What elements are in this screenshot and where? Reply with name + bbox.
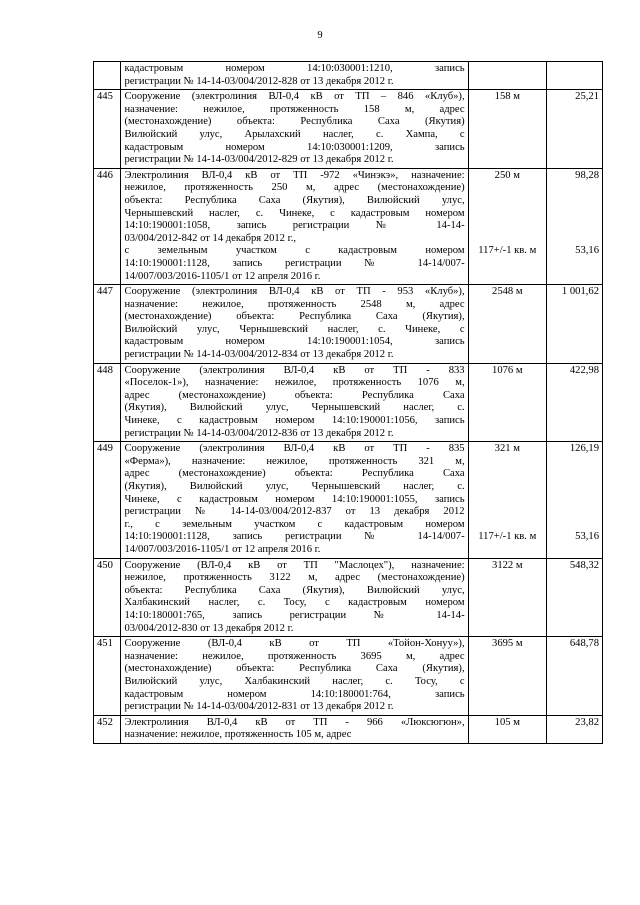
description-line: Сооружение (электролиния ВЛ-0,4 кВ от ТП – 846 «Клуб»), (124, 91, 465, 103)
description-line: нежилое, протяженность 3122 м, адрес (местонахождение) (124, 572, 465, 584)
description-line: с земельным участком с кадастровым номером (124, 245, 465, 257)
row-description (121, 715, 468, 743)
description-line: (местонахождение) объекта: Республика Саха (Якутия), (124, 311, 465, 323)
description-line: Сооружение (электролиния ВЛ-0,4 кВ от ТП - 835 (124, 443, 465, 455)
description-line: Сооружение (ВЛ-0,4 кВ от ТП "Маслоцех"), назначение: (124, 559, 465, 571)
cost-value: 126,19 (569, 443, 599, 455)
row-length: 1076 м (468, 363, 546, 442)
description-line: кадастровым номером 14:10:030001:1209, запись (124, 141, 465, 153)
description-line: объекта: Республика Саха (Якутия), Вилюйский улус, (124, 194, 465, 206)
page-number: 9 (317, 30, 323, 41)
row-description (121, 168, 468, 284)
description-line: кадастровым номером 14:10:030001:1210, запись (124, 63, 465, 74)
description-line: Сооружение (ВЛ-0,4 кВ от ТП «Тойон-Хонуу»), (124, 638, 465, 650)
row-length: 3122 м (468, 558, 546, 637)
row-length: 2548 м (468, 285, 546, 364)
description-line: Электролиния ВЛ-0,4 кВ от ТП - 966 «Люксюгюн», (124, 716, 465, 728)
row-number: 450 (94, 558, 121, 637)
row-number: 451 (94, 637, 121, 716)
length-value: 250 м (494, 169, 520, 181)
table-row (94, 442, 603, 558)
description-line: Чинеке, с кадастровым номером 14:10:190001:1055, запись (124, 493, 465, 505)
land-plot-cost: 53,16 (575, 245, 599, 257)
table-row (94, 558, 603, 637)
description-line: «Ферма»), назначение: нежилое, протяженность 321 м, (124, 455, 465, 467)
description-line: 14:10:180001:765, запись регистрации № 14-14- (124, 609, 465, 621)
description-line: 03/004/2012-830 от 13 декабря 2012 г. (124, 622, 294, 634)
row-cost: 1 001,62 (546, 285, 602, 364)
land-plot-area: 117+/-1 кв. м (478, 245, 537, 257)
description-line: регистрации № 14-14-03/004/2012-836 от 13 декабря 2012 г. (124, 427, 394, 439)
description-line: Халбакинский наслег, с. Тосу, с кадастровым номером (124, 597, 465, 609)
row-description (121, 442, 468, 558)
row-length: 3695 м (468, 637, 546, 716)
row-length (468, 62, 546, 90)
row-cost: 648,78 (546, 637, 602, 716)
description-line: 14:10:190001:1128, запись регистрации № 14-14/007- (124, 257, 465, 269)
description-line: регистрации № 14-14-03/004/2012-834 от 13 декабря 2012 г. (124, 349, 394, 361)
description-line: (местонахождение) объекта: Республика Саха (Якутия), (124, 663, 465, 675)
row-description (121, 62, 468, 90)
description-line: Сооружение (электролиния ВЛ-0,4 кВ от ТП - 953 «Клуб»), (124, 286, 465, 298)
row-cost: 548,32 (546, 558, 602, 637)
description-line: объекта: Республика Саха (Якутия), Вилюйский улус, (124, 584, 465, 596)
description-line: 03/004/2012-842 от 14 декабря 2012 г., (124, 232, 297, 244)
cost-value: 98,28 (575, 169, 599, 181)
row-length: 158 м (468, 90, 546, 169)
table-row (94, 637, 603, 716)
table-row (94, 285, 603, 364)
row-description (121, 637, 468, 716)
row-cost: 25,21 (546, 90, 602, 169)
description-line: регистрации № 14-14-03/004/2012-828 от 13 декабря 2012 г. (124, 75, 394, 87)
description-line: адрес (местонахождение) объекта: Республика Саха (124, 389, 465, 401)
row-description (121, 285, 468, 364)
description-line: регистрации № 14-14-03/004/2012-837 от 13 декабря 2012 (124, 506, 465, 518)
description-line: кадастровым номером 14:10:190001:1054, запись (124, 336, 465, 348)
description-line: регистрации № 14-14-03/004/2012-829 от 13 декабря 2012 г. (124, 154, 394, 166)
row-number: 446 (94, 168, 121, 284)
row-length (468, 442, 546, 558)
description-line: Вилюйский улус, Чернышевский наслег, с. Чинеке, с (124, 323, 465, 335)
row-length (468, 168, 546, 284)
table-row (94, 715, 603, 743)
description-line: Вилюйский улус, Арылахский наслег, с. Хампа, с (124, 128, 465, 140)
row-number: 447 (94, 285, 121, 364)
description-line: 14:10:190001:1058, запись регистрации № 14-14- (124, 220, 465, 232)
row-description (121, 558, 468, 637)
description-line: Чернышевский наслег, с. Чинеке, с кадастровым номером (124, 207, 465, 219)
row-description (121, 363, 468, 442)
row-cost (546, 168, 602, 284)
length-value: 321 м (494, 443, 520, 455)
land-plot-cost: 53,16 (575, 531, 599, 543)
row-number: 448 (94, 363, 121, 442)
land-plot-area: 117+/-1 кв. м (478, 531, 537, 543)
description-line: (Якутия), Вилюйский улус, Чернышевский наслег, с. (124, 481, 465, 492)
table-row (94, 90, 603, 169)
row-cost (546, 442, 602, 558)
property-register-table (93, 61, 603, 744)
description-line: назначение: нежилое, протяженность 158 м, адрес (124, 103, 465, 115)
table-row (94, 168, 603, 284)
row-number (94, 62, 121, 90)
row-number: 445 (94, 90, 121, 169)
row-description (121, 90, 468, 169)
description-line: 14/007/003/2016-1105/1 от 12 апреля 2016 г. (124, 543, 321, 555)
description-line: назначение: нежилое, протяженность 105 м, адрес (124, 729, 352, 741)
description-line: нежилое, протяженность 250 м, адрес (местонахождение) (124, 182, 465, 194)
description-line: Сооружение (электролиния ВЛ-0,4 кВ от ТП - 833 (124, 364, 465, 376)
description-line: 14/007/003/2016-1105/1 от 12 апреля 2016 г. (124, 270, 321, 282)
description-line: назначение: нежилое, протяженность 3695 м, адрес (124, 650, 465, 662)
row-cost: 23,82 (546, 715, 602, 743)
description-line: Электролиния ВЛ-0,4 кВ от ТП -972 «Чинэкэ», назначение: (124, 169, 465, 181)
description-line: 14:10:190001:1128, запись регистрации № 14-14/007- (124, 531, 465, 543)
description-line: (местонахождение) объекта: Республика Саха (Якутия) (124, 116, 465, 128)
description-line: адрес (местонахождение) объекта: Республика Саха (124, 468, 465, 480)
description-line: кадастровым номером 14:10:180001:764, запись (124, 688, 465, 700)
row-number: 449 (94, 442, 121, 558)
table-row (94, 62, 603, 90)
description-line: Вилюйский улус, Халбакинский наслег, с. Тосу, с (124, 675, 465, 687)
description-line: Чинеке, с кадастровым номером 14:10:190001:1056, запись (124, 415, 465, 427)
row-number: 452 (94, 715, 121, 743)
row-cost (546, 62, 602, 90)
row-cost: 422,98 (546, 363, 602, 442)
table-row (94, 363, 603, 442)
description-line: регистрации № 14-14-03/004/2012-831 от 13 декабря 2012 г. (124, 701, 394, 713)
description-line: «Поселок-1»), назначение: нежилое, протяженность 1076 м, (124, 377, 465, 389)
row-length: 105 м (468, 715, 546, 743)
description-line: г., с земельным участком с кадастровым номером (124, 518, 465, 530)
description-line: (Якутия), Вилюйский улус, Чернышевский наслег, с. (124, 402, 465, 414)
description-line: назначение: нежилое, протяженность 2548 м, адрес (124, 298, 465, 310)
